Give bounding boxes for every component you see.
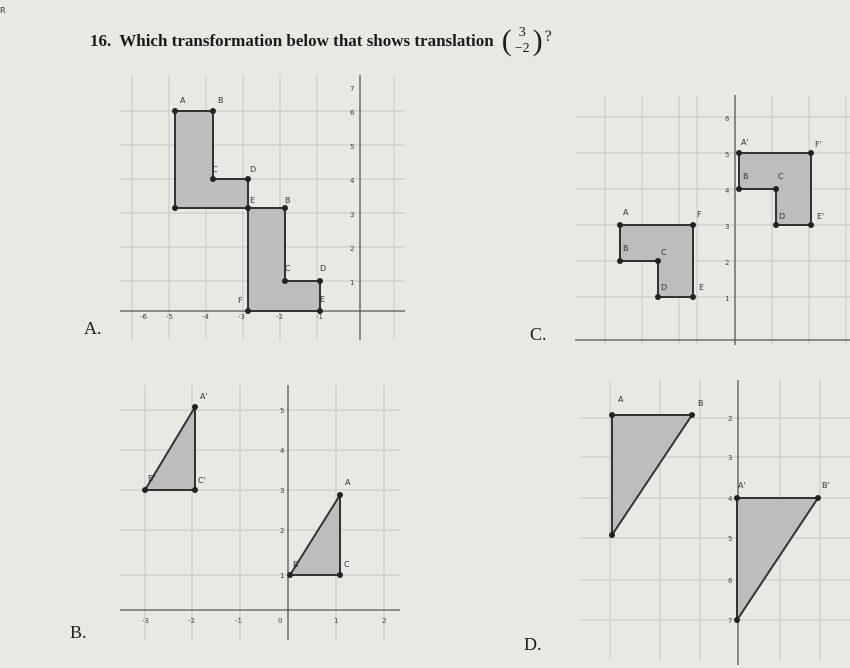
svg-text:E': E': [817, 212, 825, 221]
option-a-label[interactable]: A.: [84, 318, 102, 338]
svg-text:F': F': [815, 140, 822, 149]
svg-text:A': A': [741, 138, 749, 147]
svg-text:-1: -1: [316, 313, 323, 321]
translation-vector: ( 3 −2 ): [501, 24, 543, 57]
svg-text:D: D: [250, 165, 257, 174]
x-tick-labels: [142, 617, 386, 625]
svg-text:A: A: [345, 478, 351, 487]
y-tick-labels: [280, 407, 285, 580]
svg-text:C: C: [661, 248, 667, 257]
svg-text:D: D: [779, 212, 786, 221]
question-text: [90, 24, 552, 58]
svg-text:F: F: [238, 296, 243, 305]
option-d-label[interactable]: D.: [524, 634, 542, 654]
option-a-graph[interactable]: [120, 75, 405, 345]
svg-text:1: 1: [350, 279, 355, 287]
triangle-original: [612, 415, 692, 535]
svg-text:2: 2: [728, 415, 733, 423]
svg-text:-2: -2: [276, 313, 283, 321]
svg-text:B: B: [623, 244, 629, 253]
svg-text:B: B: [698, 399, 704, 408]
shape-l: [175, 111, 248, 208]
svg-text:D: D: [661, 283, 668, 292]
y-tick-labels: [350, 85, 355, 287]
svg-text:6: 6: [350, 109, 355, 117]
svg-text:C: C: [778, 172, 784, 181]
option-c-label[interactable]: C.: [530, 324, 547, 344]
svg-text:6: 6: [728, 577, 733, 585]
svg-text:2: 2: [382, 617, 387, 625]
svg-text:2: 2: [280, 527, 285, 535]
vector-top: 3: [518, 25, 526, 40]
svg-text:A: A: [618, 395, 624, 404]
svg-text:C: C: [344, 560, 350, 569]
svg-text:A': A': [738, 481, 746, 490]
svg-text:0: 0: [278, 617, 283, 625]
svg-text:5: 5: [728, 535, 733, 543]
svg-text:-3: -3: [142, 617, 149, 625]
svg-text:-5: -5: [166, 313, 173, 321]
grid: [120, 385, 400, 640]
svg-text:6: 6: [725, 115, 730, 123]
svg-text:1: 1: [280, 572, 285, 580]
svg-text:4: 4: [350, 177, 355, 185]
svg-text:B': B': [822, 481, 830, 490]
svg-text:D: D: [320, 264, 327, 273]
svg-text:3: 3: [725, 223, 730, 231]
question-prompt: Which transformation below that shows translation: [119, 31, 494, 50]
svg-text:-6: -6: [140, 313, 147, 321]
option-b-graph[interactable]: [120, 385, 400, 650]
svg-text:B: B: [743, 172, 749, 181]
vector-bottom: −2: [514, 41, 530, 56]
svg-text:3: 3: [350, 211, 355, 219]
option-b-label[interactable]: B.: [70, 622, 87, 642]
question-number: 16.: [90, 31, 112, 50]
svg-text:B': B': [148, 474, 156, 483]
svg-text:3: 3: [280, 487, 285, 495]
svg-text:4: 4: [280, 447, 285, 455]
svg-text:5: 5: [280, 407, 285, 415]
svg-text:7: 7: [350, 85, 355, 93]
svg-text:-3: -3: [238, 313, 245, 321]
svg-text:2: 2: [725, 259, 730, 267]
svg-text:5: 5: [350, 143, 355, 151]
svg-text:-1: -1: [235, 617, 242, 625]
svg-text:4: 4: [725, 187, 730, 195]
question-mark: ?: [544, 28, 552, 45]
svg-text:B: B: [285, 196, 291, 205]
svg-text:3: 3: [728, 454, 733, 462]
svg-text:7: 7: [728, 617, 733, 625]
option-c-graph[interactable]: [575, 95, 850, 350]
svg-text:E: E: [250, 196, 256, 205]
svg-text:5: 5: [725, 151, 730, 159]
svg-text:1: 1: [334, 617, 339, 625]
svg-text:2: 2: [350, 245, 355, 253]
svg-text:C: C: [212, 165, 218, 174]
triangle-image: [737, 498, 818, 620]
svg-text:E: E: [320, 295, 326, 304]
svg-text:E: E: [699, 283, 705, 292]
svg-text:B: B: [218, 96, 224, 105]
option-d-graph[interactable]: [580, 380, 850, 665]
svg-text:-4: -4: [202, 313, 209, 321]
svg-text:F: F: [697, 210, 702, 219]
svg-text:A: A: [180, 96, 186, 105]
y-tick-labels: [725, 115, 730, 303]
svg-text:A': A': [200, 392, 208, 401]
svg-text:1: 1: [725, 295, 730, 303]
svg-text:B: B: [293, 560, 299, 569]
svg-text:4: 4: [728, 495, 733, 503]
shape-l-image: [248, 208, 320, 311]
svg-text:A: A: [623, 208, 629, 217]
x-tick-labels: [140, 313, 323, 321]
svg-text:C': C': [198, 476, 206, 485]
svg-text:-2: -2: [188, 617, 195, 625]
y-tick-labels: [728, 415, 733, 625]
svg-text:C: C: [285, 264, 291, 273]
margin-mark: R: [0, 6, 6, 15]
